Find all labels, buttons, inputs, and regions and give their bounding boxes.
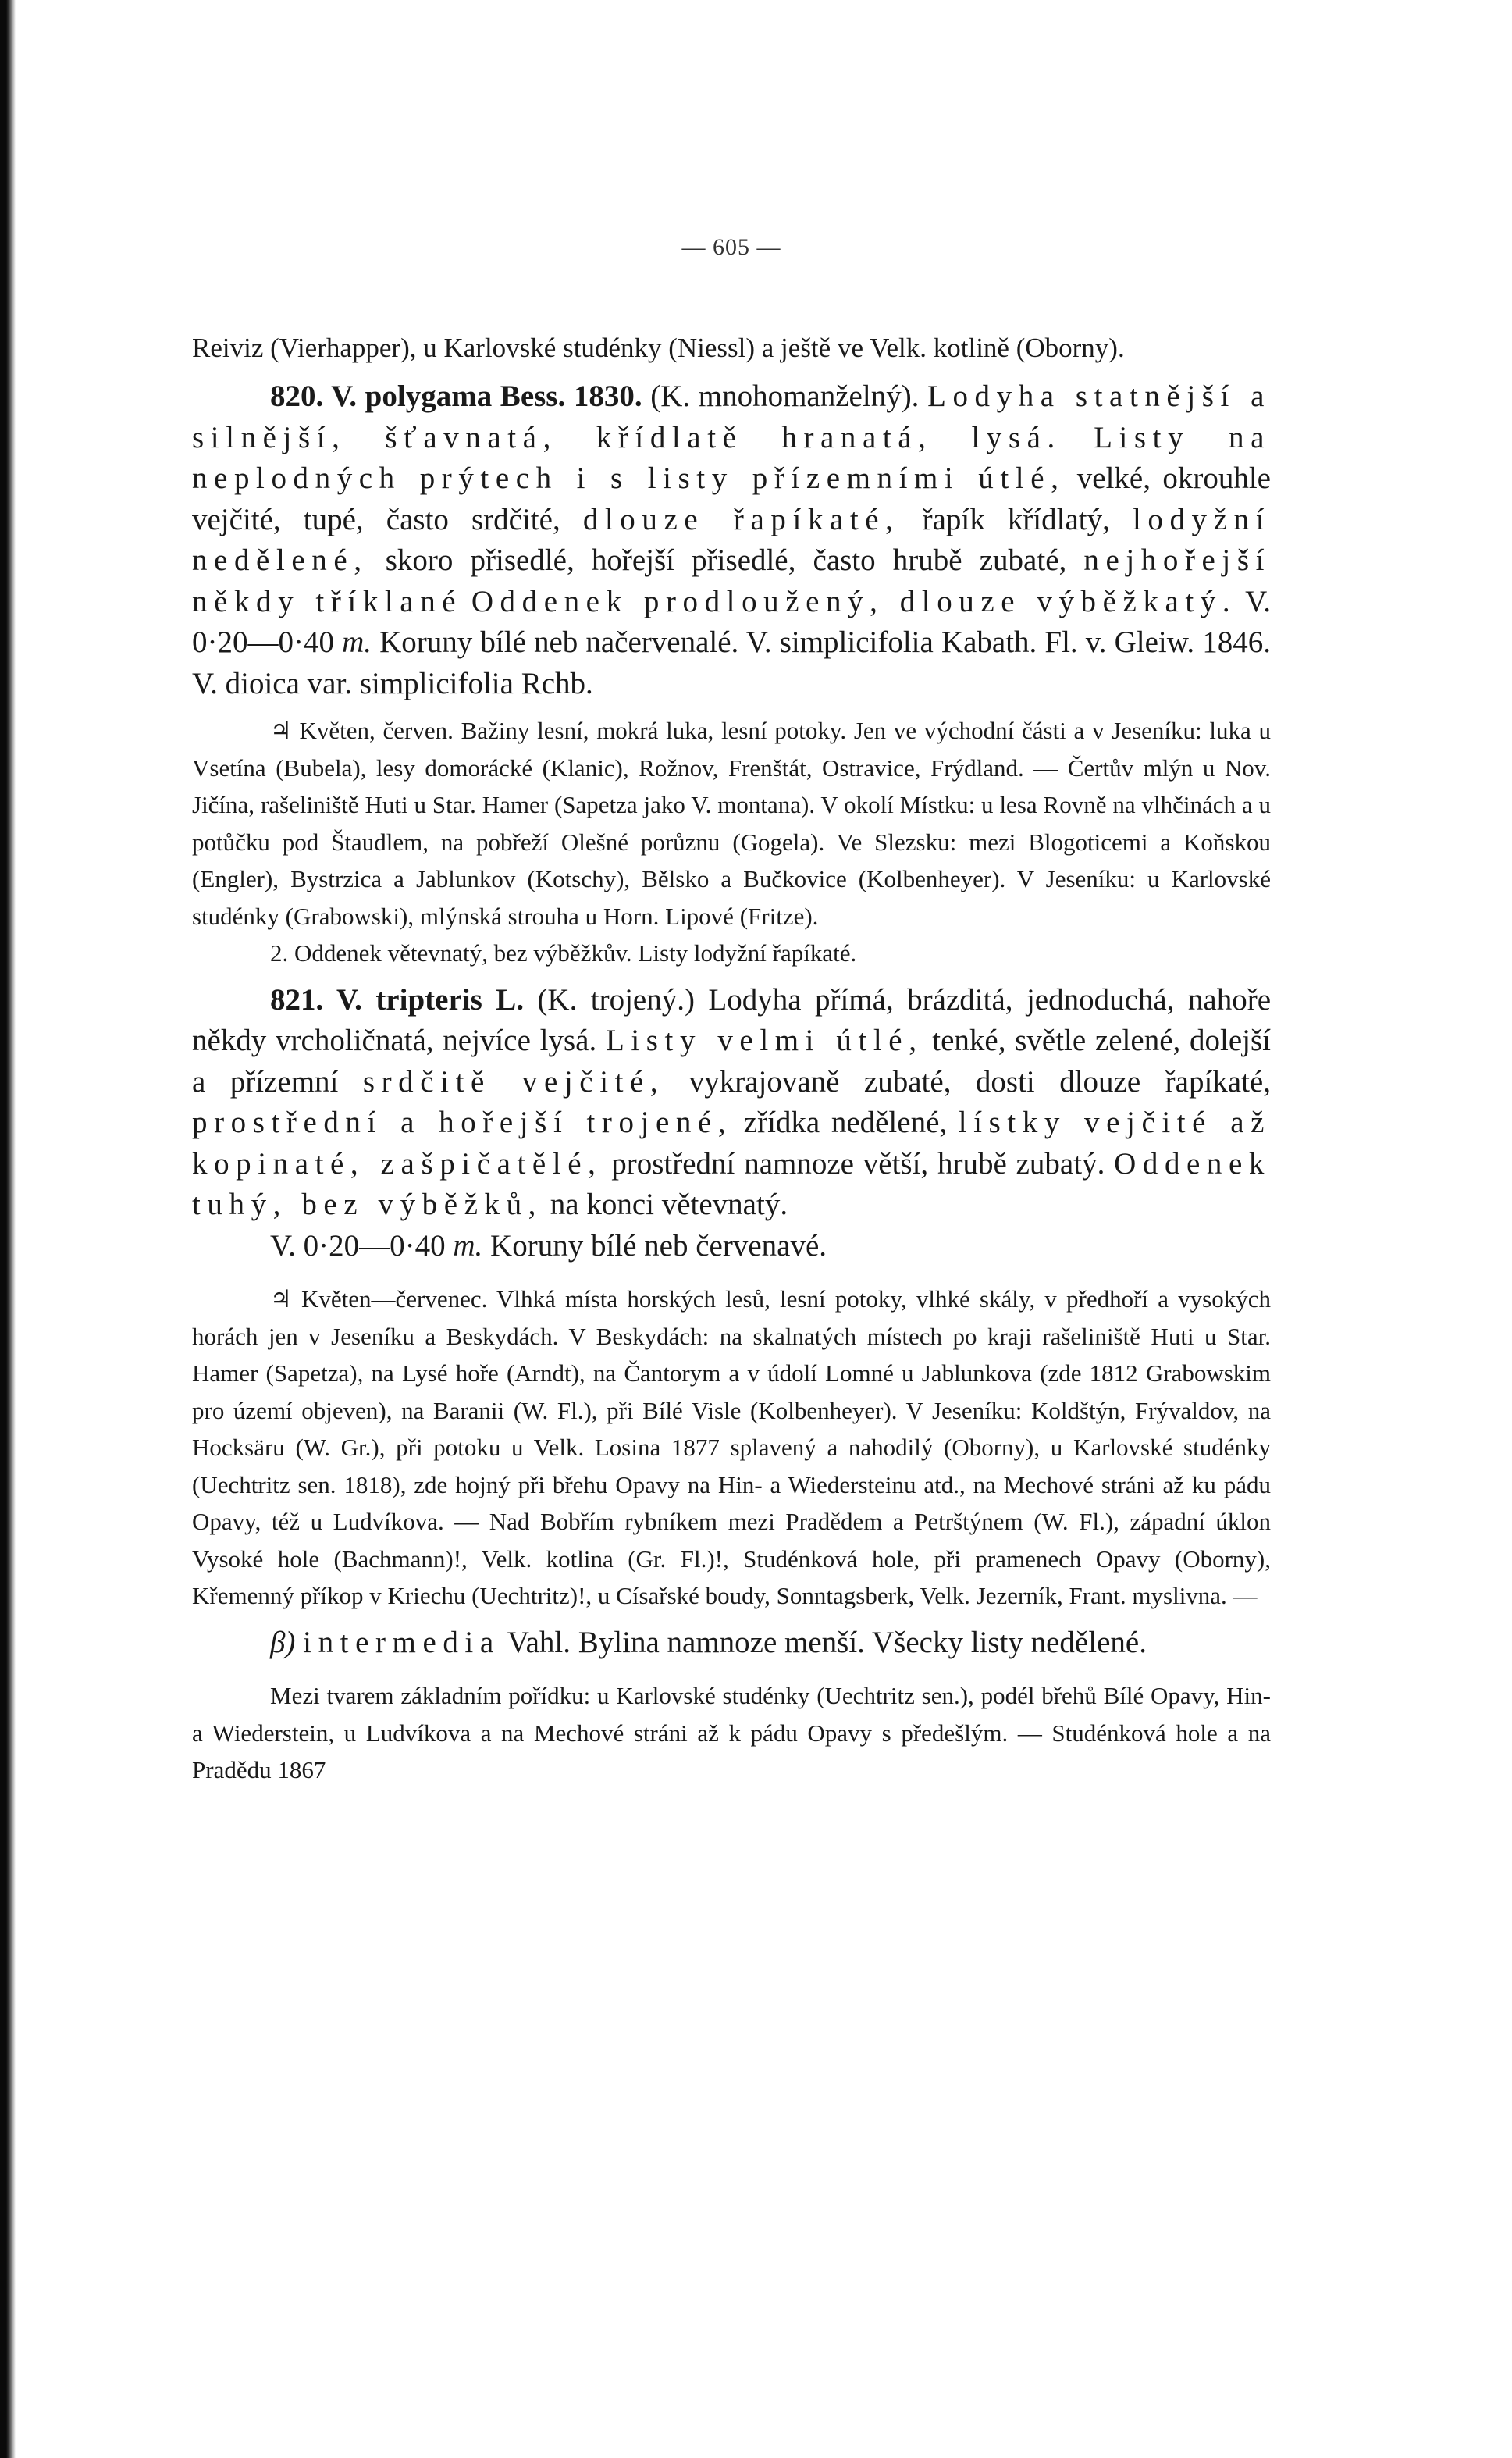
key-line-2: 2. Oddenek větevnatý, bez výběžkův. Listy lodyžní řapíkaté.: [270, 939, 857, 967]
species-821-localities: ♃ Květen—červenec. Vlhká místa horských lesů, lesní potoky, vlhké skály, v předhoří a vysokých horách jen v Jeseníku a Beskydách. V Beskydách: na skalnatých místech po kraji rašeliniště Huti u Star. Hamer (Sapetza), na Lysé hoře (Arndt), na Čantorym a v údolí Lomné u Jablunkova (zde 1812 Grabowskim pro území objeven), na Baranii (W. Fl.), při Bílé Visle (Kolbenheyer). V Jeseníku: Koldštýn, Frývaldov, na Hocksäru (W. Gr.), při potoku u Velk. Losina 1877 splavený a nahodilý (Oborny), u Karlovské studénky (Uechtritz sen. 1818), zde hojný při břehu Opavy na Hin- a Wiedersteinu atd., na Mechové stráni až ku pádu Opavy, též u Ludvíkova. — Nad Bobřím rybníkem mezi Pradědem a Petrštýnem (W. Fl.), západní úklon Vysoké hole (Bachmann)!, Velk. kotlina (Gr. Fl.)!, Studénková hole, při pramenech Opavy (Oborny), Křemenný příkop v Kriechu (Uechtritz)!, u Císařské boudy, Sonntagsberk, Velk. Jezerník, Frant. myslivna. —: [192, 1285, 1271, 1609]
species-820-description: 820. V. polygama Bess. 1830. (K. mnohomanželný). Lodyha statnější a silnější, šťavnatá, křídlatě hranatá, lysá. Listy na neplodných prýtech i s listy přízemními útlé, velké, okrouhle vejčité, tupé, často srdčité, dlouze řapíkaté, řapík křídlatý, lodyžní nedělené, skoro přisedlé, hořejší přisedlé, často hrubě zubaté, nejhořejší někdy tříklané Oddenek prodloužený, dlouze výběžkatý. V. 0·20—0·40 m. Koruny bílé neb načervenalé. V. simplicifolia Kabath. Fl. v. Gleiw. 1846. V. dioica var. simplicifolia Rchb.: [192, 379, 1272, 700]
page: [192, 234, 1271, 1789]
species-821-description: 821. V. tripteris L. (K. trojený.) Lodyha přímá, brázditá, jednoduchá, nahoře někdy vrcholičnatá, nejvíce lysá. Listy velmi útlé, tenké, světle zelené, dolejší a přízemní srdčitě vejčité, vykrajovaně zubaté, dosti dlouze řapíkaté, prostřední a hořejší trojené, zřídka nedělené, lístky vejčité až kopinaté, zašpičatělé, prostřední namnoze větší, hrubě zubatý. Oddenek tuhý, bez výběžků, na konci větevnatý.: [192, 982, 1272, 1221]
species-820-heading: 820. V. polygama Bess. 1830.: [270, 379, 642, 413]
species-820-localities: ♃ Květen, červen. Bažiny lesní, mokrá luka, lesní potoky. Jen ve východní části a v Jeseníku: luka u Vsetína (Bubela), lesy domorácké (Klanic), Rožnov, Frenštát, Ostravice, Frýdland. — Čertův mlýn u Nov. Jičína, rašeliniště Huti u Star. Hamer (Sapetza jako V. montana). V okolí Místku: u lesa Rovně na vlhčinách a u potůčku pod Štaudlem, na pobřeží Olešné porůznu (Gogela). Ve Slezsku: mezi Blogoticemi a Koňskou (Engler), Bystrzica a Jablunkov (Kotschy), Bělsko a Bučkovice (Kolbenheyer). V Jeseníku: u Karlovské studénky (Grabowski), mlýnská strouha u Horn. Lipové (Fritze).: [192, 717, 1271, 930]
variety-intermedia: β) intermedia Vahl. Bylina namnoze menší. Všecky listy nedělené.: [270, 1625, 1147, 1659]
species-821-heading: 821. V. tripteris L.: [270, 982, 524, 1017]
scan-page-edge: [0, 0, 16, 2458]
variety-intermedia-localities: Mezi tvarem základním pořídku: u Karlovské studénky (Uechtritz sen.), podél břehů Bílé Opavy, Hin- a Wiederstein, u Ludvíkova a na Mechové stráni až k pádu Opavy s předešlým. — Studénková hole a na Pradědu 1867: [192, 1682, 1271, 1783]
page-number: — 605 —: [681, 234, 781, 260]
species-821-size: V. 0·20—0·40 m. Koruny bílé neb červenavé.: [270, 1228, 827, 1263]
paragraph-intro: Reiviz (Vierhapper), u Karlovské studénky (Niessl) a ještě ve Velk. kotlině (Oborny).: [192, 333, 1125, 363]
